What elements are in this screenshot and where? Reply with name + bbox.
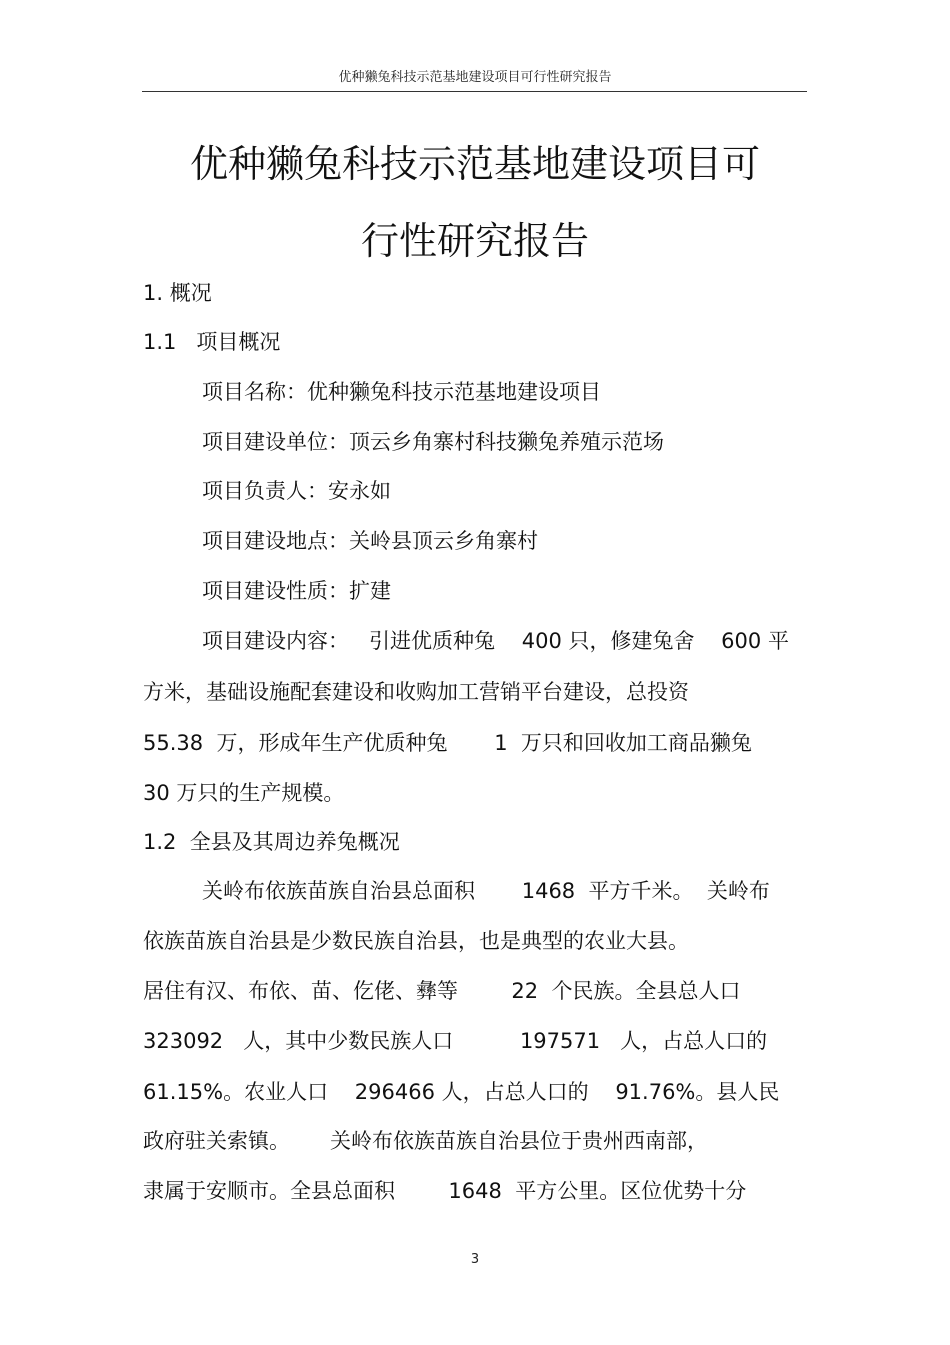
section-heading: 1. 概况 (143, 281, 212, 305)
document-title-line-1: 优种獭兔科技示范基地建设项目可 (189, 142, 760, 186)
running-header: 优种獭兔科技示范基地建设项目可行性研究报告 (338, 70, 612, 85)
field-content-line: 方米，基础设施配套建设和收购加工营销平台建设，总投资 (143, 680, 689, 704)
field-content-line: 55.38 万，形成年生产优质种兔 1 万只和回收加工商品獭兔 (143, 731, 752, 755)
field-construction-unit: 项目建设单位：顶云乡角寨村科技獭兔养殖示范场 (202, 430, 664, 454)
document-title-line-2: 行性研究报告 (360, 219, 589, 263)
subsection-heading: 1.2 全县及其周边养兔概况 (143, 830, 400, 854)
field-location: 项目建设地点：关岭县顶云乡角寨村 (202, 529, 538, 553)
paragraph-line: 323092 人，其中少数民族人口 197571 人，占总人口的 (143, 1029, 768, 1053)
subsection-heading: 1.1 项目概况 (143, 330, 281, 354)
field-nature: 项目建设性质：扩建 (202, 579, 391, 603)
paragraph-line: 居住有汉、布依、苗、仡佬、彝等 22 个民族。全县总人口 (143, 979, 741, 1003)
page-number: 3 (470, 1252, 480, 1267)
field-project-leader: 项目负责人：安永如 (202, 479, 391, 503)
paragraph-line: 政府驻关索镇。 关岭布依族苗族自治县位于贵州西南部， (143, 1129, 709, 1153)
paragraph-line: 隶属于安顺市。全县总面积 1648 平方公里。区位优势十分 (143, 1179, 747, 1203)
paragraph-line: 依族苗族自治县是少数民族自治县，也是典型的农业大县。 (143, 929, 689, 953)
paragraph-line: 61.15%。农业人口 296466 人，占总人口的 91.76%。县人民 (143, 1080, 780, 1104)
field-content-line: 30 万只的生产规模。 (143, 781, 345, 805)
paragraph-line: 关岭布依族苗族自治县总面积 1468 平方千米。 关岭布 (202, 879, 770, 903)
header-rule (142, 91, 807, 92)
field-content-line: 项目建设内容： 引进优质种兔 400 只，修建兔舍 600 平 (202, 629, 789, 653)
field-project-name: 项目名称：优种獭兔科技示范基地建设项目 (202, 380, 601, 404)
